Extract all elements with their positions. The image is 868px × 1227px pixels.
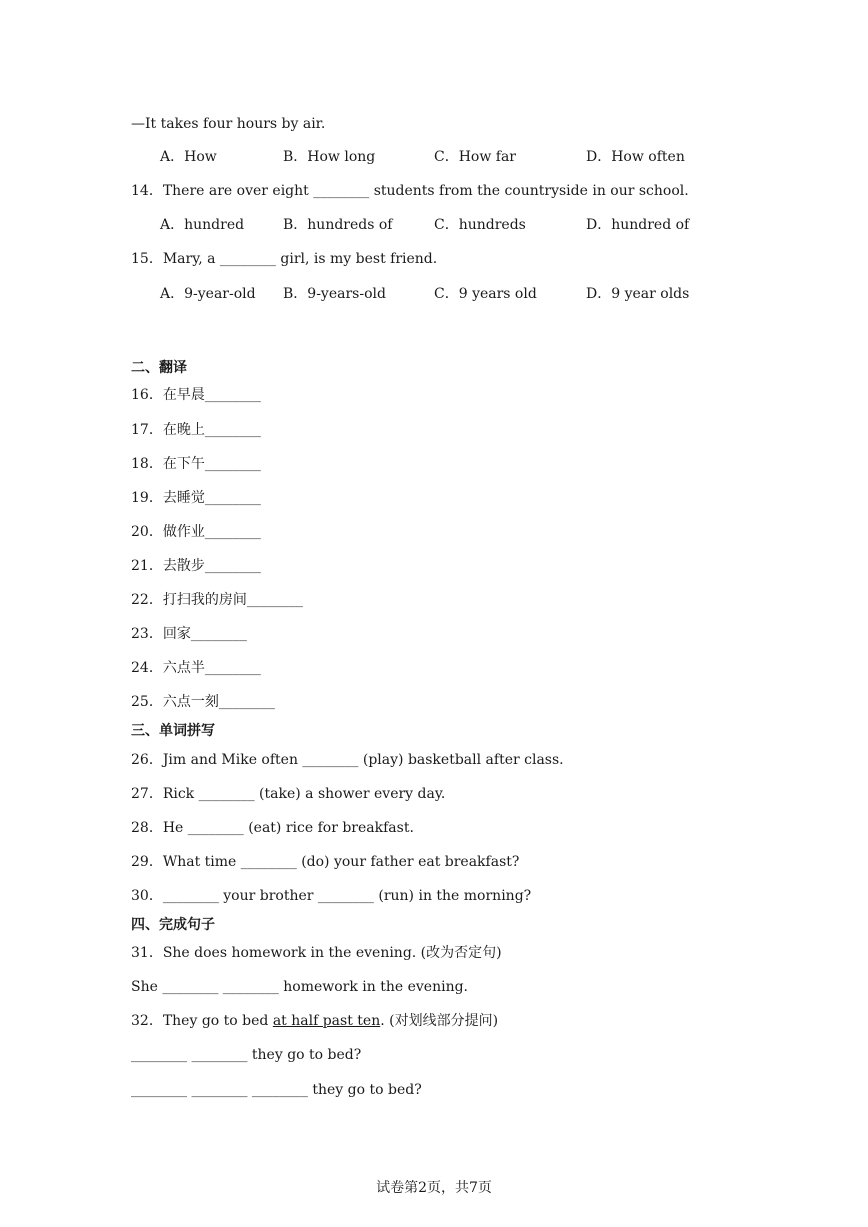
q32-stem-after: . (对划线部分提问)	[380, 1013, 499, 1029]
q14-option-b: B．hundreds of	[283, 217, 393, 233]
section2-title: 二、翻译	[131, 360, 187, 376]
translation-item: 18．在下午________	[131, 456, 261, 472]
q31-stem: 31．She does homework in the evening. (改为否定句)	[131, 945, 502, 961]
spelling-item: 30．________ your brother ________ (run) in the morning?	[131, 888, 532, 904]
q15-stem: 15．Mary, a ________ girl, is my best friend.	[131, 251, 438, 267]
q14-option-a: A．hundred	[160, 217, 245, 233]
section4-title: 四、完成句子	[131, 917, 215, 933]
translation-item: 22．打扫我的房间________	[131, 592, 303, 608]
q13-option-b: B．How long	[283, 149, 376, 165]
translation-item: 20．做作业________	[131, 524, 261, 540]
q32-stem	[131, 1012, 498, 1030]
q32-answer-line-1: ________ ________ they go to bed?	[131, 1047, 362, 1063]
q32-underlined-phrase: at half past ten	[272, 1013, 381, 1029]
q15-option-c: C．9 years old	[434, 286, 537, 302]
spelling-item: 29．What time ________ (do) your father eat breakfast?	[131, 854, 520, 870]
translation-item: 21．去散步________	[131, 558, 261, 574]
q14-option-d: D．hundred of	[586, 217, 690, 233]
q13-option-a: A．How	[160, 149, 217, 165]
q14-option-c: C．hundreds	[434, 217, 526, 233]
translation-item: 19．去睡觉________	[131, 490, 261, 506]
q15-option-d: D．9 year olds	[586, 286, 690, 302]
page-footer: 试卷第2页，共7页	[376, 1180, 492, 1196]
q13-option-d: D．How often	[586, 149, 685, 165]
section3-title: 三、单词拼写	[131, 723, 215, 739]
spelling-item: 28．He ________ (eat) rice for breakfast.	[131, 820, 414, 836]
q13-answer-line: —It takes four hours by air.	[131, 116, 326, 132]
spelling-item: 26．Jim and Mike often ________ (play) basketball after class.	[131, 752, 564, 768]
q13-option-c: C．How far	[434, 149, 517, 165]
translation-item: 25．六点一刻________	[131, 694, 275, 710]
translation-item: 24．六点半________	[131, 660, 261, 676]
translation-item: 23．回家________	[131, 626, 247, 642]
q32-answer-line-2: ________ ________ ________ they go to bed?	[131, 1082, 422, 1098]
translation-item: 16．在早晨________	[131, 387, 261, 403]
q32-stem-before: 32．They go to bed	[131, 1013, 273, 1029]
translation-item: 17．在晚上________	[131, 422, 261, 438]
q31-answer-line: She ________ ________ homework in the evening.	[131, 979, 469, 995]
spelling-item: 27．Rick ________ (take) a shower every day.	[131, 786, 446, 802]
q14-stem: 14．There are over eight ________ students from the countryside in our school.	[131, 183, 689, 199]
q15-option-b: B．9-years-old	[283, 286, 386, 302]
q15-option-a: A．9-year-old	[160, 286, 256, 302]
